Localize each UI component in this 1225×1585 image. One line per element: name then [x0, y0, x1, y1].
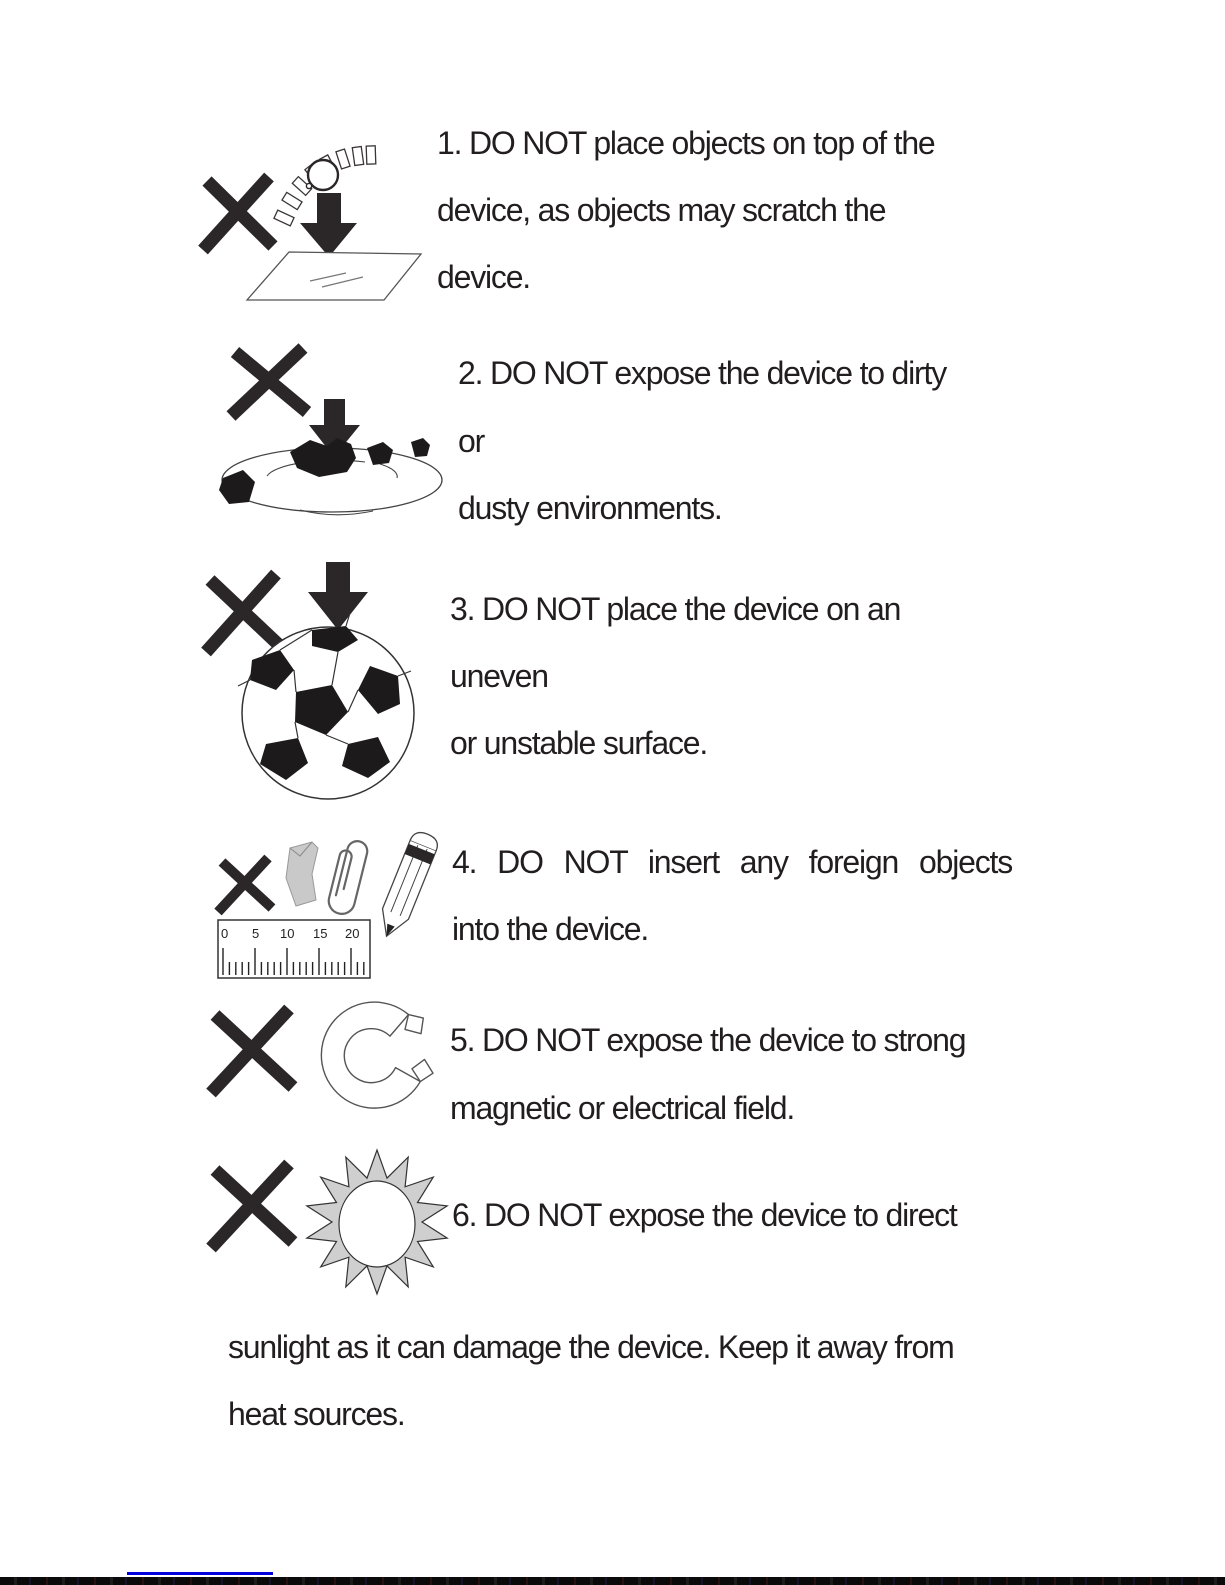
- ruler-icon: [218, 920, 370, 978]
- sun-icon: [307, 1150, 447, 1294]
- warning-text-line: device.: [437, 259, 530, 295]
- no-objects-on-top-icon: [160, 115, 430, 305]
- soccer-ball-icon: [238, 613, 414, 799]
- paper-clip-icon: [326, 838, 369, 917]
- no-magnetic-field-icon: [205, 995, 450, 1120]
- page-edge-bar: [0, 1577, 1225, 1585]
- warning-text-line: 1. DO NOT place objects on top of the: [437, 125, 935, 161]
- prohibition-x-icon: [206, 574, 280, 652]
- down-arrow-icon: [300, 193, 357, 257]
- paper-scrap-icon: [286, 842, 318, 906]
- pencil-icon: [374, 829, 441, 941]
- warning-text-line: or unstable surface.: [450, 725, 708, 761]
- prohibition-x-icon: [211, 1009, 293, 1093]
- no-dirty-environment-icon: [215, 340, 455, 535]
- dirty-plate-icon: [219, 438, 442, 515]
- ruler-label: 5: [252, 926, 260, 941]
- warning-text-line: magnetic or electrical field.: [450, 1090, 795, 1126]
- warning-text-line: device, as objects may scratch the: [437, 192, 886, 228]
- footer-text-line: heat sources.: [228, 1396, 405, 1432]
- warning-text-line: 5. DO NOT expose the device to strong: [450, 1022, 966, 1058]
- warning-text-line: uneven: [450, 658, 548, 694]
- ruler-label: 20: [345, 926, 360, 941]
- link-underline[interactable]: [127, 1572, 273, 1575]
- warning-text-line: 2. DO NOT expose the device to dirty: [458, 355, 947, 391]
- device-surface-icon: [247, 252, 421, 300]
- no-foreign-objects-icon: [210, 828, 460, 988]
- prohibition-x-icon: [211, 1164, 293, 1248]
- warning-text-line: 6. DO NOT expose the device to direct: [452, 1197, 957, 1233]
- prohibition-x-icon: [203, 177, 273, 250]
- no-unstable-surface-icon: [200, 558, 445, 803]
- footer-text-line: sunlight as it can damage the device. Keep it away from: [228, 1329, 954, 1365]
- prohibition-x-icon: [218, 858, 272, 912]
- horseshoe-magnet-icon: [313, 995, 437, 1117]
- warning-text-line: dusty environments.: [458, 490, 722, 526]
- ruler-label: 15: [313, 926, 328, 941]
- warning-text-line: 4. DO NOT insert any foreign objects: [452, 844, 1012, 880]
- ruler-label: 0: [221, 926, 229, 941]
- warning-text-line: 3. DO NOT place the device on an: [450, 591, 901, 627]
- warning-text-line: or: [458, 423, 485, 459]
- no-direct-sunlight-icon: [205, 1140, 465, 1310]
- warning-text-line: into the device.: [452, 911, 649, 947]
- prohibition-x-icon: [231, 348, 307, 416]
- down-arrow-icon: [308, 562, 368, 630]
- ruler-label: 10: [280, 926, 295, 941]
